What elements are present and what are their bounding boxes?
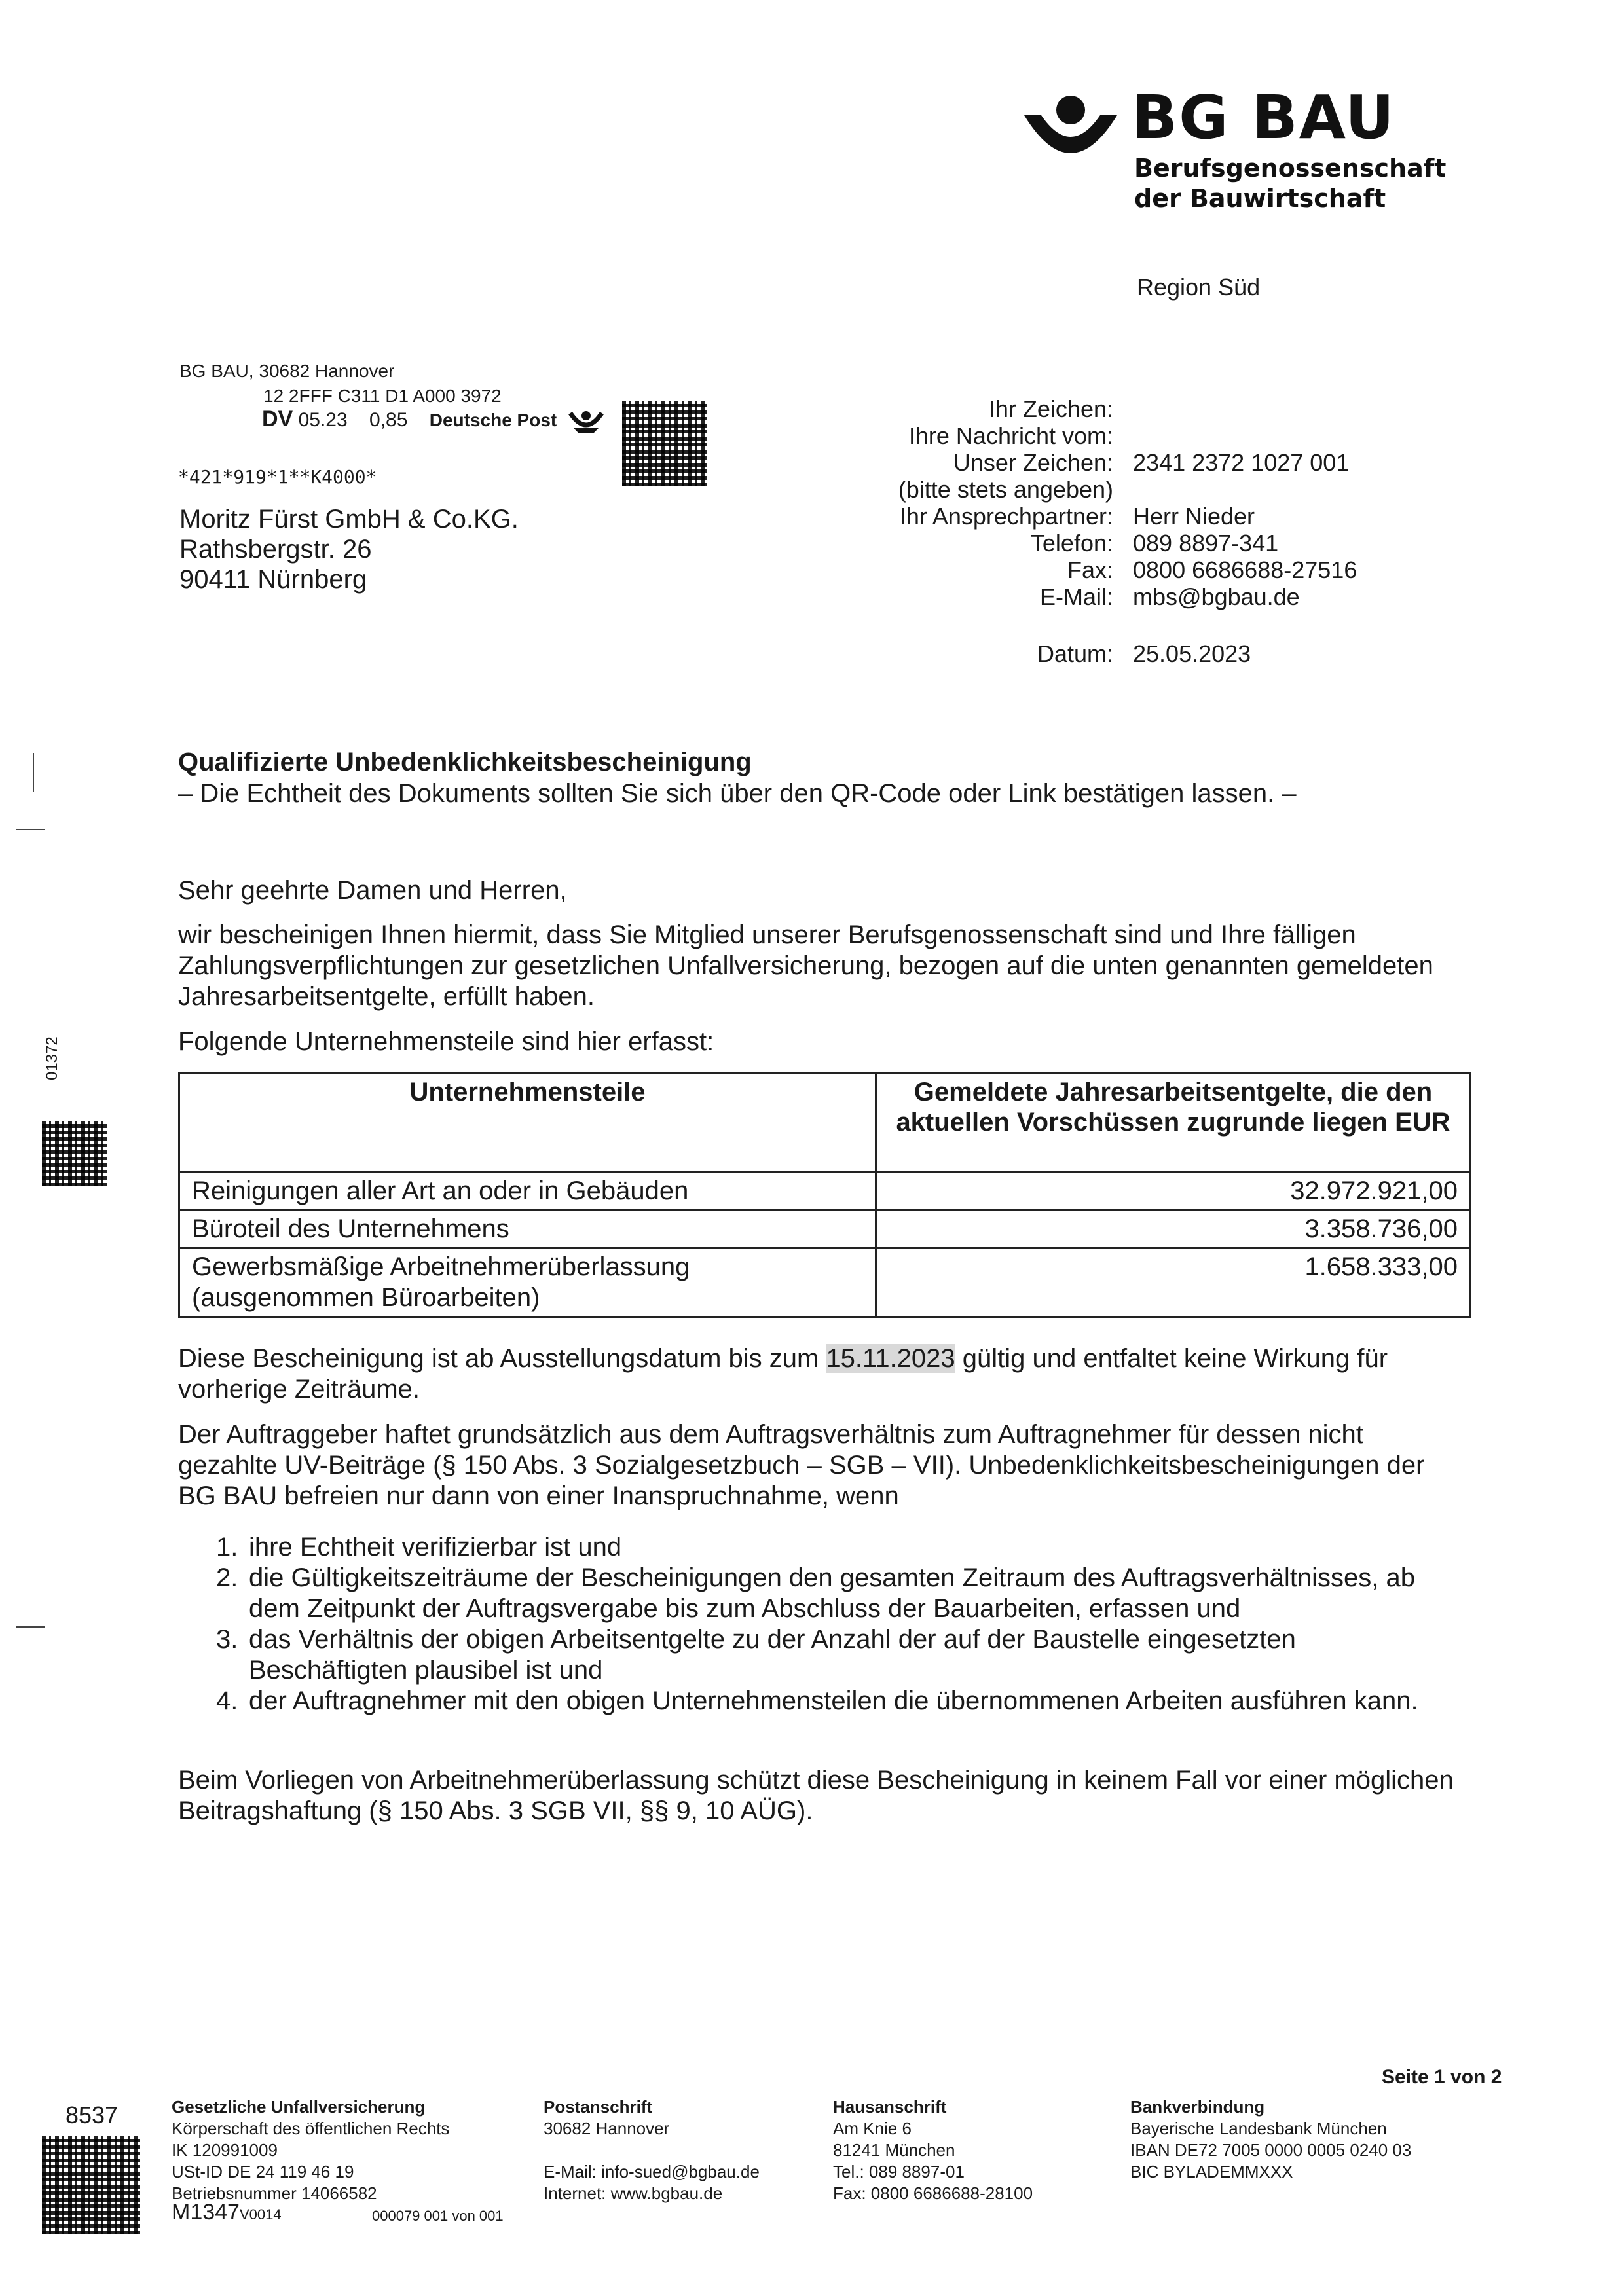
ref-label: Fax: [1067,556,1113,583]
ref-value-email: mbs@bgbau.de [1133,583,1300,610]
footer-house-address: Hausanschrift Am Knie 6 81241 München Tel.: 089 8897-01 Fax: 0800 6686688-28100 [833,2097,1033,2203]
fold-mark [16,829,45,830]
date-label: Datum: [1037,640,1113,667]
paragraph-liability: Der Auftraggeber haftet grundsätzlich aus dem Auftragsverhältnis zum Auftragnehmer für dessen nicht gezahlte UV-Beiträge (§ 150 Abs. 3 Sozialgesetzbuch – SGB – VII). Unbedenklichkeitsbescheinigungen der BG BAU befreien nur dann von einer Inanspruchnahme, wenn [178,1420,1425,1510]
ref-value [1133,422,1357,449]
franking-version: 05.23 [298,409,348,431]
reference-labels [786,395,1113,610]
table-cell-amount: 32.972.921,00 [876,1173,1471,1211]
paragraph-confirmation: wir bescheinigen Ihnen hiermit, dass Sie Mitglied unserer Berufsgenossenschaft sind und Ihre fälligen Zahlungsverpflichtungen zur gesetzlichen Unfallversicherung, bezogen auf die unten genannten gemeldeten Jahresarbeitsentgelte, erfüllt haben. [178,920,1433,1011]
list-item: 1. ihre Echtheit verifizierbar ist und [216,1533,622,1561]
subject-note: – Die Echtheit des Dokuments sollten Sie sich über den QR-Code oder Link bestätigen lassen. – [178,779,1297,808]
ref-label: Ihre Nachricht vom: [908,422,1113,449]
ref-value [1133,476,1357,503]
footer-postal-address: Postanschrift 30682 Hannover E-Mail: info-sued@bgbau.de Internet: www.bgbau.de [544,2097,760,2203]
table-row [179,1173,1471,1211]
paragraph-temp-work: Beim Vorliegen von Arbeitnehmerüberlassung schützt diese Bescheinigung in keinem Fall vor einer möglichen Beitragshaftung (§ 150 Abs. 3 SGB VII, §§ 9, 10 AÜG). [178,1766,1454,1825]
bg-bau-logo-icon [1022,93,1120,158]
recipient-street: Rathsbergstr. 26 [179,535,372,564]
franking-stamp [262,407,604,434]
footer-code: 8537 [65,2102,119,2128]
conditions-list [203,1532,1447,1717]
table-cell-part: Büroteil des Unternehmens [179,1211,876,1248]
side-number: 01372 [43,1036,61,1080]
page-indicator: Seite 1 von 2 [1382,2066,1502,2088]
paragraph-validity: Diese Bescheinigung ist ab Ausstellungsdatum bis zum 15.11.2023 gültig und entfaltet keine Wirkung für vorherige Zeiträume. [178,1344,1388,1404]
form-number: 000079 001 von 001 [372,2208,504,2224]
logo-subtitle: Berufsgenossenschaft der Bauwirtschaft [1134,154,1447,213]
table-cell-amount: 3.358.736,00 [876,1211,1471,1248]
recipient-address [179,504,519,594]
table-header-parts: Unternehmensteile [179,1074,876,1173]
table-row [179,1248,1471,1317]
logo-name: BG BAU [1132,82,1395,153]
table-row [179,1211,1471,1248]
ref-value-phone: 089 8897-341 [1133,530,1279,556]
validity-date: 15.11.2023 [826,1344,955,1373]
ref-value-contact: Herr Nieder [1133,503,1255,530]
ref-label: E-Mail: [1039,583,1113,610]
address-barcode-text: *421*919*1**K4000* [178,466,377,488]
table-header-wages: Gemeldete Jahresarbeitsentgelte, die den aktuellen Vorschüssen zugrunde liegen EUR [876,1074,1471,1173]
post-horn-icon [568,408,604,434]
sender-line: BG BAU, 30682 Hannover [179,361,395,381]
side-datamatrix [42,1121,107,1186]
recipient-company: Moritz Fürst GmbH & Co.KG. [179,505,519,534]
carrier-name: Deutsche Post [429,410,557,430]
reference-values [1133,395,1357,610]
table-header-row [179,1074,1471,1173]
ref-label: Ihr Zeichen: [988,395,1113,422]
paragraph-parts-intro: Folgende Unternehmensteile sind hier erfasst: [178,1027,714,1056]
table-cell-part: Reinigungen aller Art an oder in Gebäuden [179,1173,876,1211]
fold-mark [16,1626,45,1628]
franking-amount: 0,85 [369,409,408,431]
ref-value-fax: 0800 6686688-27516 [1133,556,1357,583]
region-label: Region Süd [1137,274,1261,301]
salutation: Sehr geehrte Damen und Herren, [178,876,567,905]
company-parts-table [178,1072,1471,1318]
ref-label: (bitte stets angeben) [898,476,1113,503]
ref-label: Ihr Ansprechpartner: [899,503,1113,530]
date-value: 25.05.2023 [1133,640,1251,667]
ref-value [1133,395,1357,422]
list-item: 3. das Verhältnis der obigen Arbeitsentgelte zu der Anzahl der auf der Baustelle eingesetzten Beschäftigten plausibel ist und [216,1625,1296,1685]
table-cell-part: Gewerbsmäßige Arbeitnehmerüberlassung (ausgenommen Büroarbeiten) [179,1248,876,1317]
ref-label: Unser Zeichen: [953,449,1113,476]
franking-dv: DV [262,407,293,431]
footer-datamatrix [42,2136,140,2234]
recipient-city: 90411 Nürnberg [179,565,367,594]
ref-value-our-reference: 2341 2372 1027 001 [1133,449,1350,476]
subject-heading: Qualifizierte Unbedenklichkeitsbescheinigung [178,748,752,776]
ref-label: Telefon: [1030,530,1113,556]
side-marker [33,753,34,792]
footer-insurance-info: Gesetzliche Unfallversicherung Körperschaft des öffentlichen Rechts IK 120991009 USt-ID DE 24 119 46 19 Betriebsnummer 14066582 [172,2097,450,2203]
footer-bank-details: Bankverbindung Bayerische Landesbank München IBAN DE72 7005 0000 0005 0240 03 BIC BYLADEMMXXX [1130,2097,1412,2181]
list-item: 4. der Auftragnehmer mit den obigen Unternehmensteilen die übernommenen Arbeiten ausführen kann. [216,1686,1418,1715]
form-id: M1347V0014 [172,2200,282,2225]
list-item: 2. die Gültigkeitszeiträume der Bescheinigungen den gesamten Zeitraum des Auftragsverhältnisses, ab dem Zeitpunkt der Auftragsvergabe bis zum Abschluss der Bauarbeiten, erfassen und [216,1563,1415,1623]
table-cell-amount: 1.658.333,00 [876,1248,1471,1317]
franking-datamatrix [622,401,707,486]
franking-code: 12 2FFF C311 D1 A000 3972 [263,386,502,406]
